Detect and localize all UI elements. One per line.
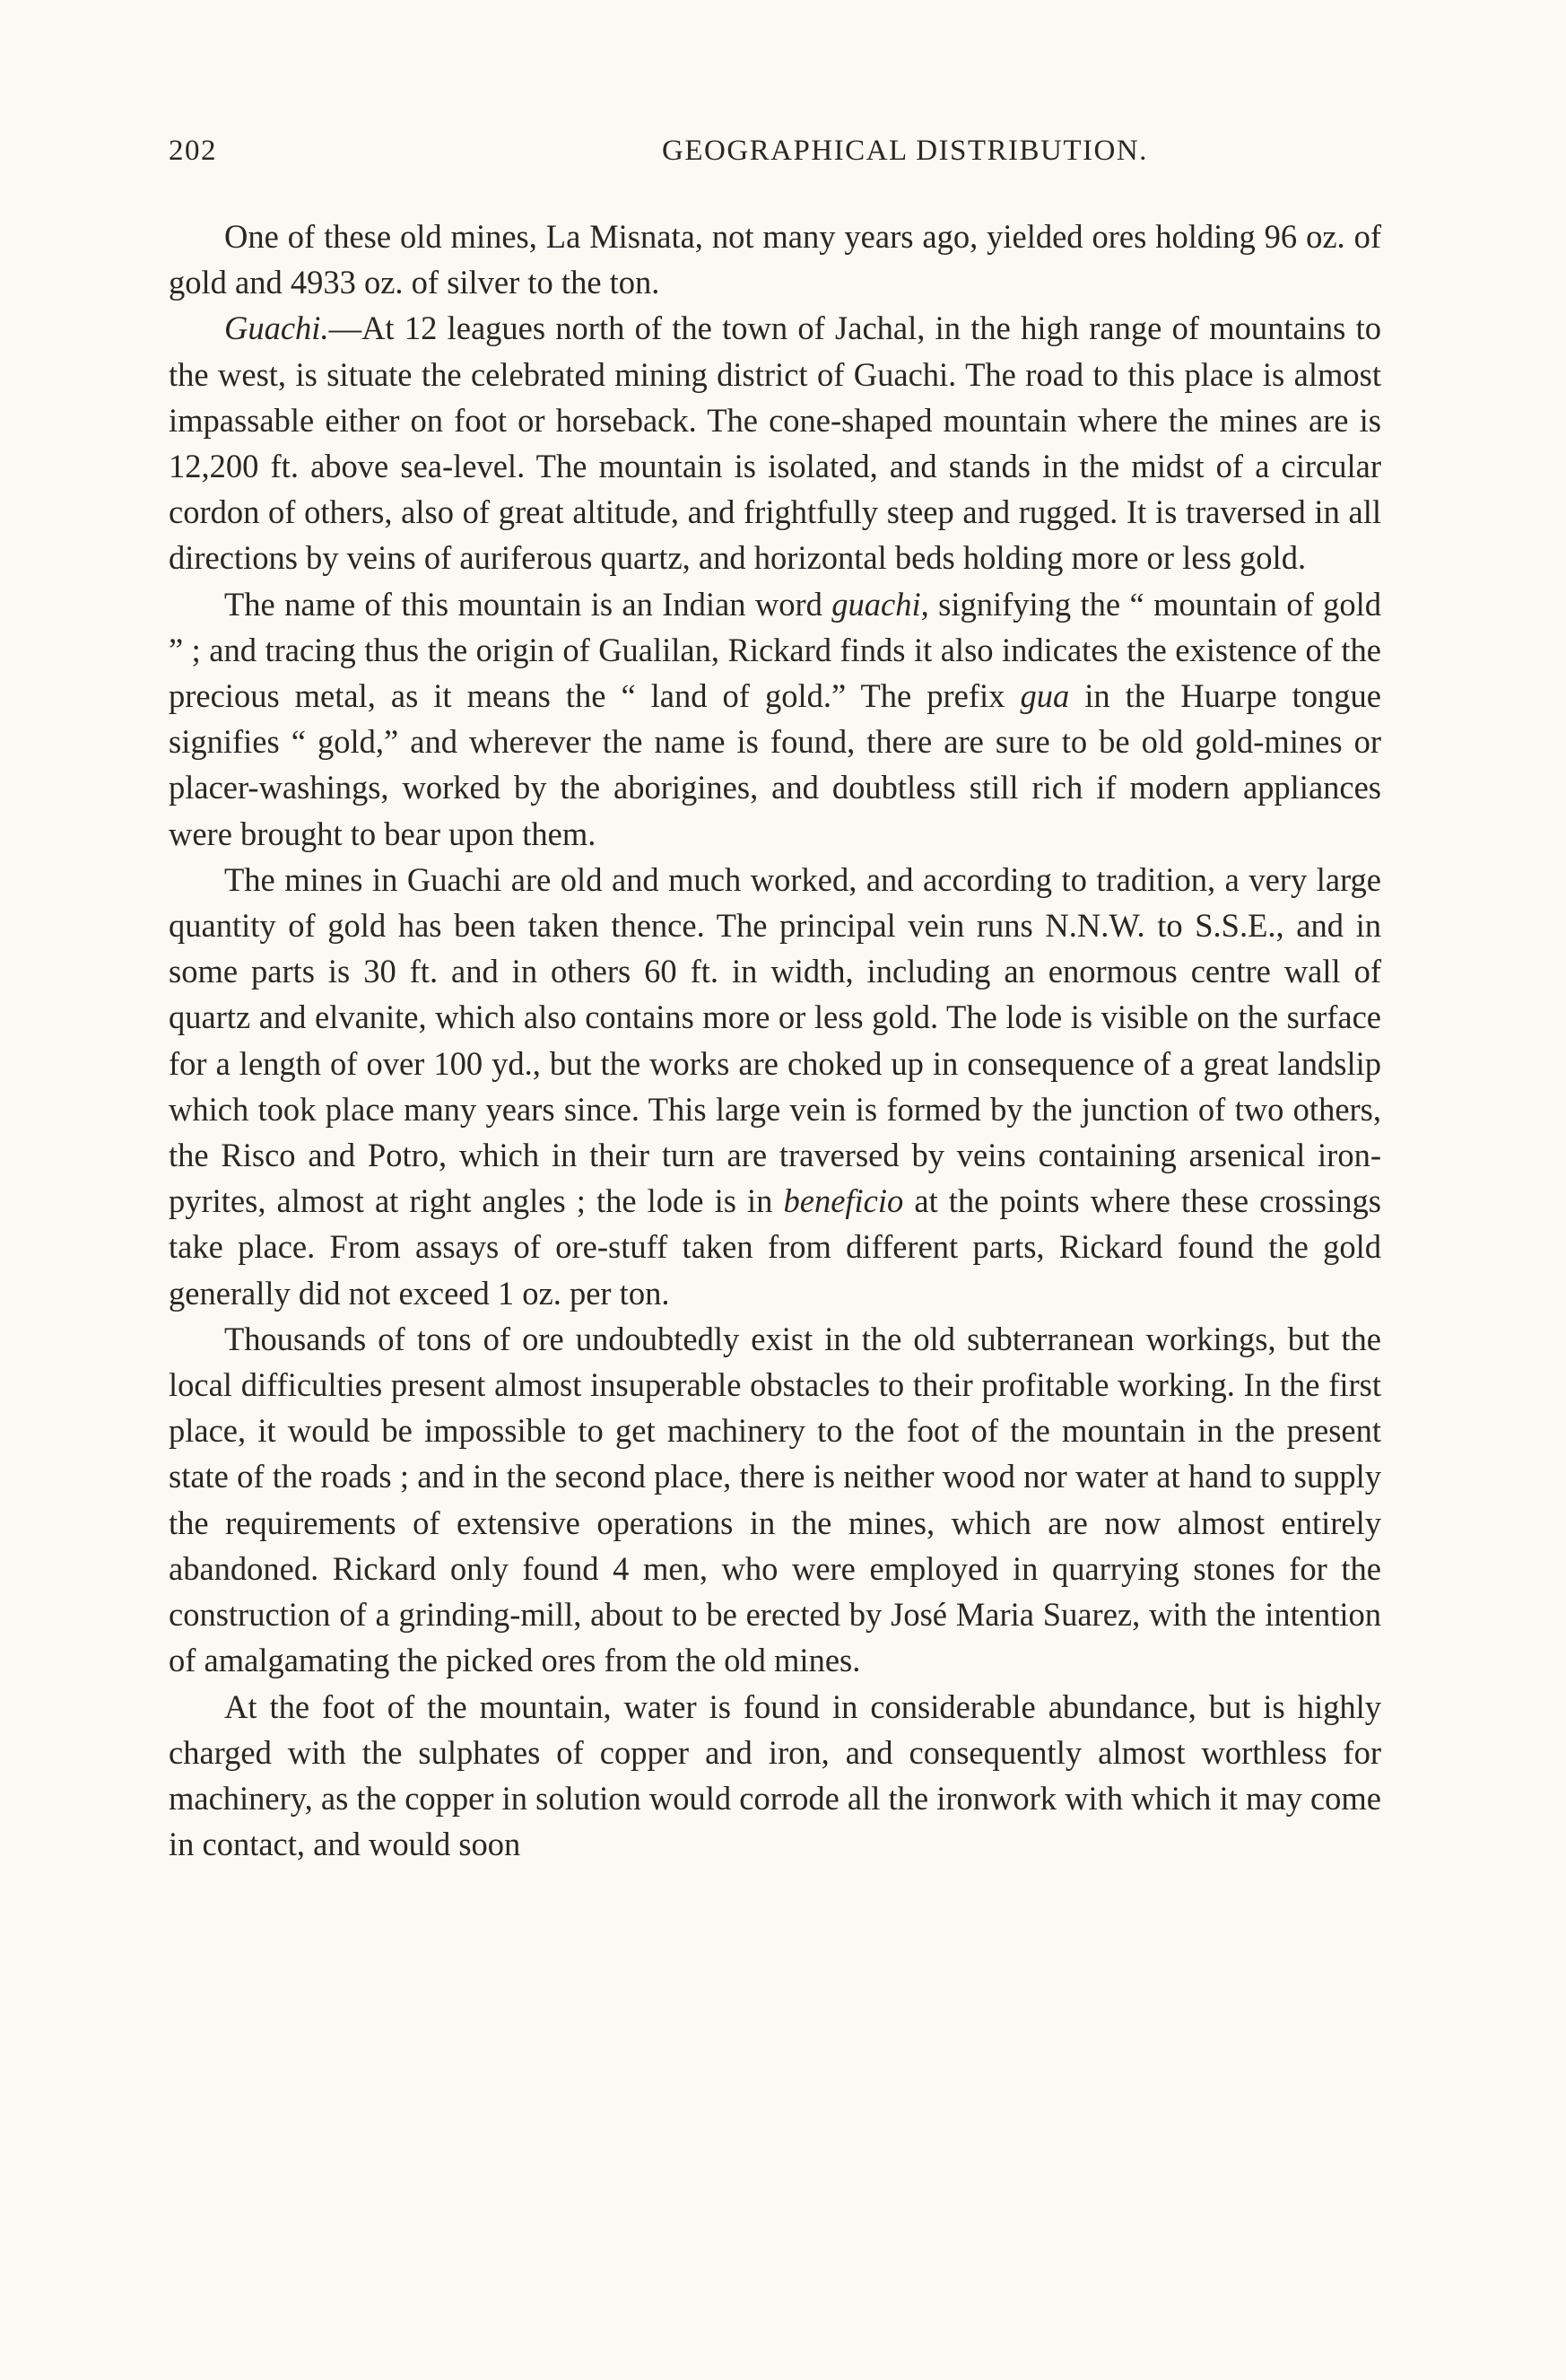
section-lead-guachi: Guachi. bbox=[224, 309, 329, 347]
italic-term-guachi: guachi, bbox=[831, 585, 929, 623]
italic-term-gua: gua bbox=[1020, 677, 1070, 715]
paragraph-text: Thousands of tons of ore undoubtedly exist in the old subterranean workings, but the local difficulties present almost insuperable obstacles to their profitable working. In the first place, it would be impossible to get machinery to the foot of the mountain in the present state of the roads ; and in the second place, there is neither wood nor water at hand to supply the requirements of extensive operations in the mines, which are now almost entirely abandoned. Rickard only found 4 men, who were employed in quarrying stones for the construction of a grinding-mill, about to be erected by José Maria Suarez, with the intention of amalgamating the picked ores from the old mines. bbox=[169, 1320, 1381, 1679]
paragraph-text: at the points where these crossings take place. From assays of ore-stuff taken from different parts, Rickard found the gold generally did not exceed 1 oz. per ton. bbox=[169, 1182, 1381, 1312]
body-text bbox=[169, 214, 1381, 1867]
paragraph-water bbox=[169, 1684, 1381, 1868]
page-number: 202 bbox=[169, 135, 217, 167]
paragraph-text: —At 12 leagues north of the town of Jachal, in the high range of mountains to the west, is situate the celebrated mining district of Guachi. The road to this place is almost impassable either on foot or horseback. The cone-shaped mountain where the mines are is 12,200 ft. above sea-level. The mountain is isolated, and stands in the midst of a circular cordon of others, also of great altitude, and frightfully steep and rugged. It is traversed in all directions by veins of auriferous quartz, and horizontal beds holding more or less gold. bbox=[169, 309, 1381, 577]
paragraph-text: in the Huarpe tongue signifies “ gold,” and wherever the name is found, there are sure to be old gold-mines or placer-washings, worked by the aborigines, and doubtless still rich if modern appliances were brought to bear upon them. bbox=[169, 677, 1381, 852]
paragraph-la-misnata bbox=[169, 214, 1381, 305]
paragraph-text: The mines in Guachi are old and much worked, and according to tradition, a very large quantity of gold has been taken thence. The principal vein runs N.N.W. to S.S.E., and in some parts is 30 ft. and in others 60 ft. in width, including an enormous centre wall of quartz and elvanite, which also contains more or less gold. The lode is visible on the surface for a length of over 100 yd., but the works are choked up in consequence of a great landslip which took place many years since. This large vein is formed by the junction of two others, the Risco and Potro, which in their turn are traversed by veins containing arsenical iron-pyrites, almost at right angles ; the lode is in bbox=[169, 860, 1381, 1220]
paragraph-name-origin bbox=[169, 581, 1381, 857]
paragraph-text: The name of this mountain is an Indian word bbox=[224, 585, 832, 623]
italic-term-beneficio: beneficio bbox=[783, 1182, 904, 1220]
paragraph-guachi bbox=[169, 305, 1381, 580]
paragraph-text: signifying the “ mountain of gold ” ; and tracing thus the origin of Gualilan, Rickard finds it also indicates the existence of the precious metal, as it means the “ land of gold.” The prefix bbox=[169, 585, 1381, 715]
paragraph-text: One of these old mines, La Misnata, not many years ago, yielded ores holding 96 oz. of gold and 4933 oz. of silver to the ton. bbox=[169, 218, 1381, 301]
running-title: GEOGRAPHICAL DISTRIBUTION. bbox=[662, 135, 1148, 167]
paragraph-text: At the foot of the mountain, water is found in considerable abundance, but is highly charged with the sulphates of copper and iron, and consequently almost worthless for machinery, as the copper in solution would corrode all the ironwork with which it may come in contact, and would soon bbox=[169, 1687, 1381, 1863]
paragraph-mines-description bbox=[169, 857, 1381, 1316]
running-head bbox=[169, 135, 1406, 179]
paragraph-difficulties bbox=[169, 1316, 1381, 1684]
